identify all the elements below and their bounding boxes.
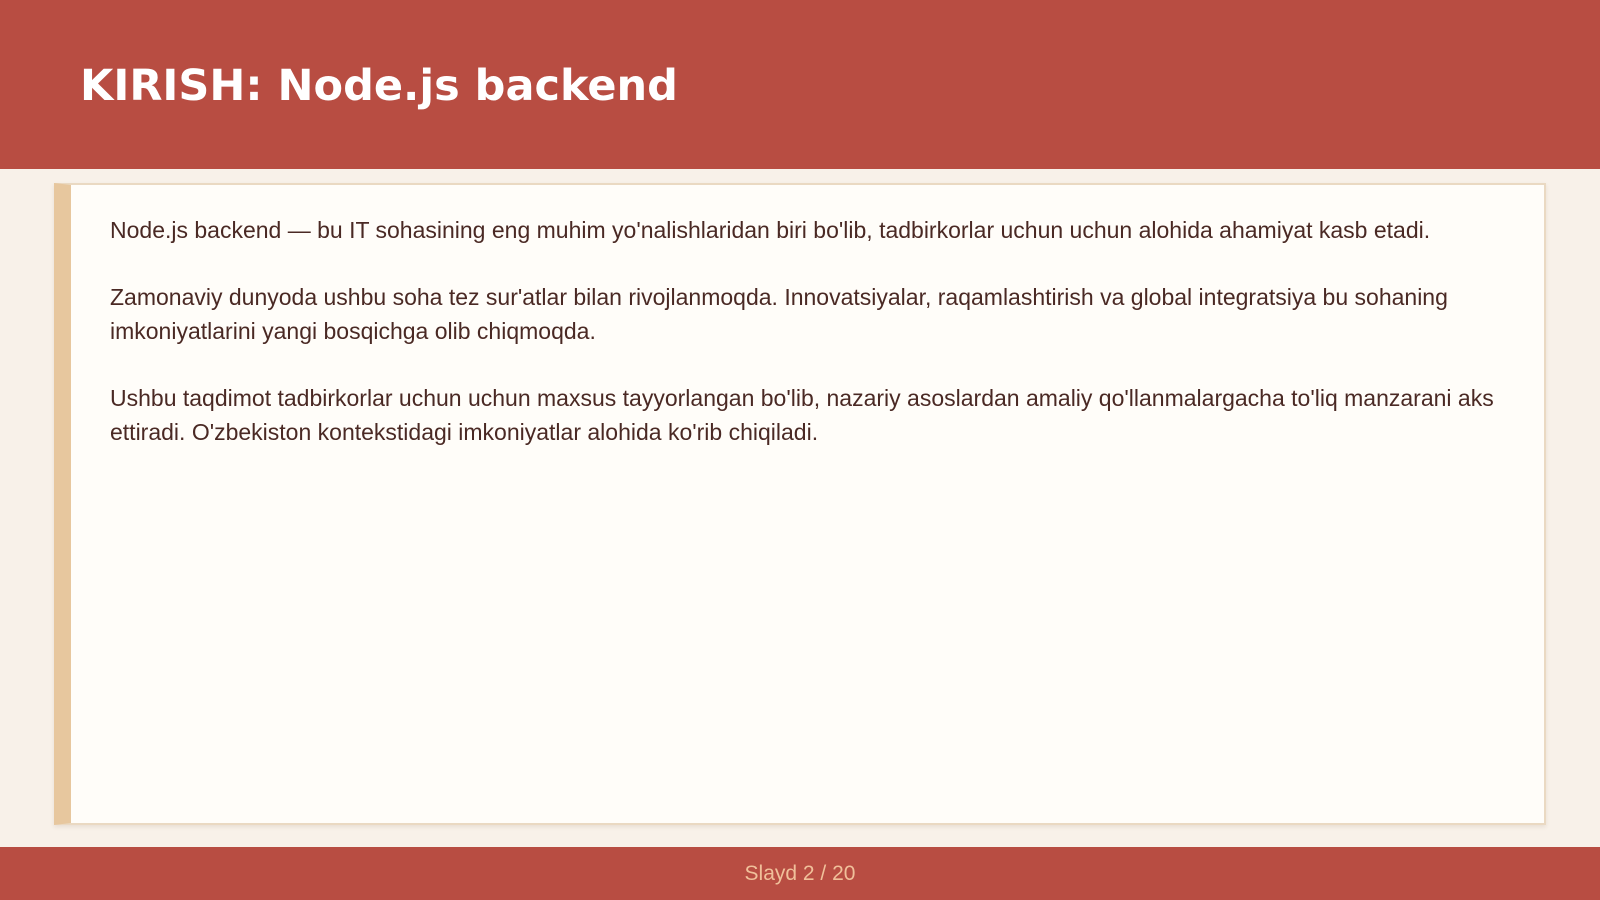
slide-number: Slayd 2 / 20 [744,862,856,885]
body-paragraph-3: Ushbu taqdimot tadbirkorlar uchun uchun maxsus tayyorlangan bo'lib, nazariy asoslardan amaliy qo'llanmalargacha to'liq manzarani aks ettiradi. O'zbekiston kontekstidagi imkoniyatlar alohida ko'rib chiqiladi. [110,385,1494,445]
slide-header [0,0,1600,169]
body-paragraph-2: Zamonaviy dunyoda ushbu soha tez sur'atlar bilan rivojlanmoqda. Innovatsiyalar, raqamlashtirish va global integratsiya bu sohaning imkoniyatlarini yangi bosqichga olib chiqmoqda. [110,284,1448,344]
slide-body [110,213,1510,482]
body-paragraph-1: Node.js backend — bu IT sohasining eng muhim yo'nalishlaridan biri bo'lib, tadbirkorlar uchun uchun alohida ahamiyat kasb etadi. [110,217,1431,243]
slide-footer [0,847,1600,900]
slide-title: KIRISH: Node.js backend [80,61,678,111]
